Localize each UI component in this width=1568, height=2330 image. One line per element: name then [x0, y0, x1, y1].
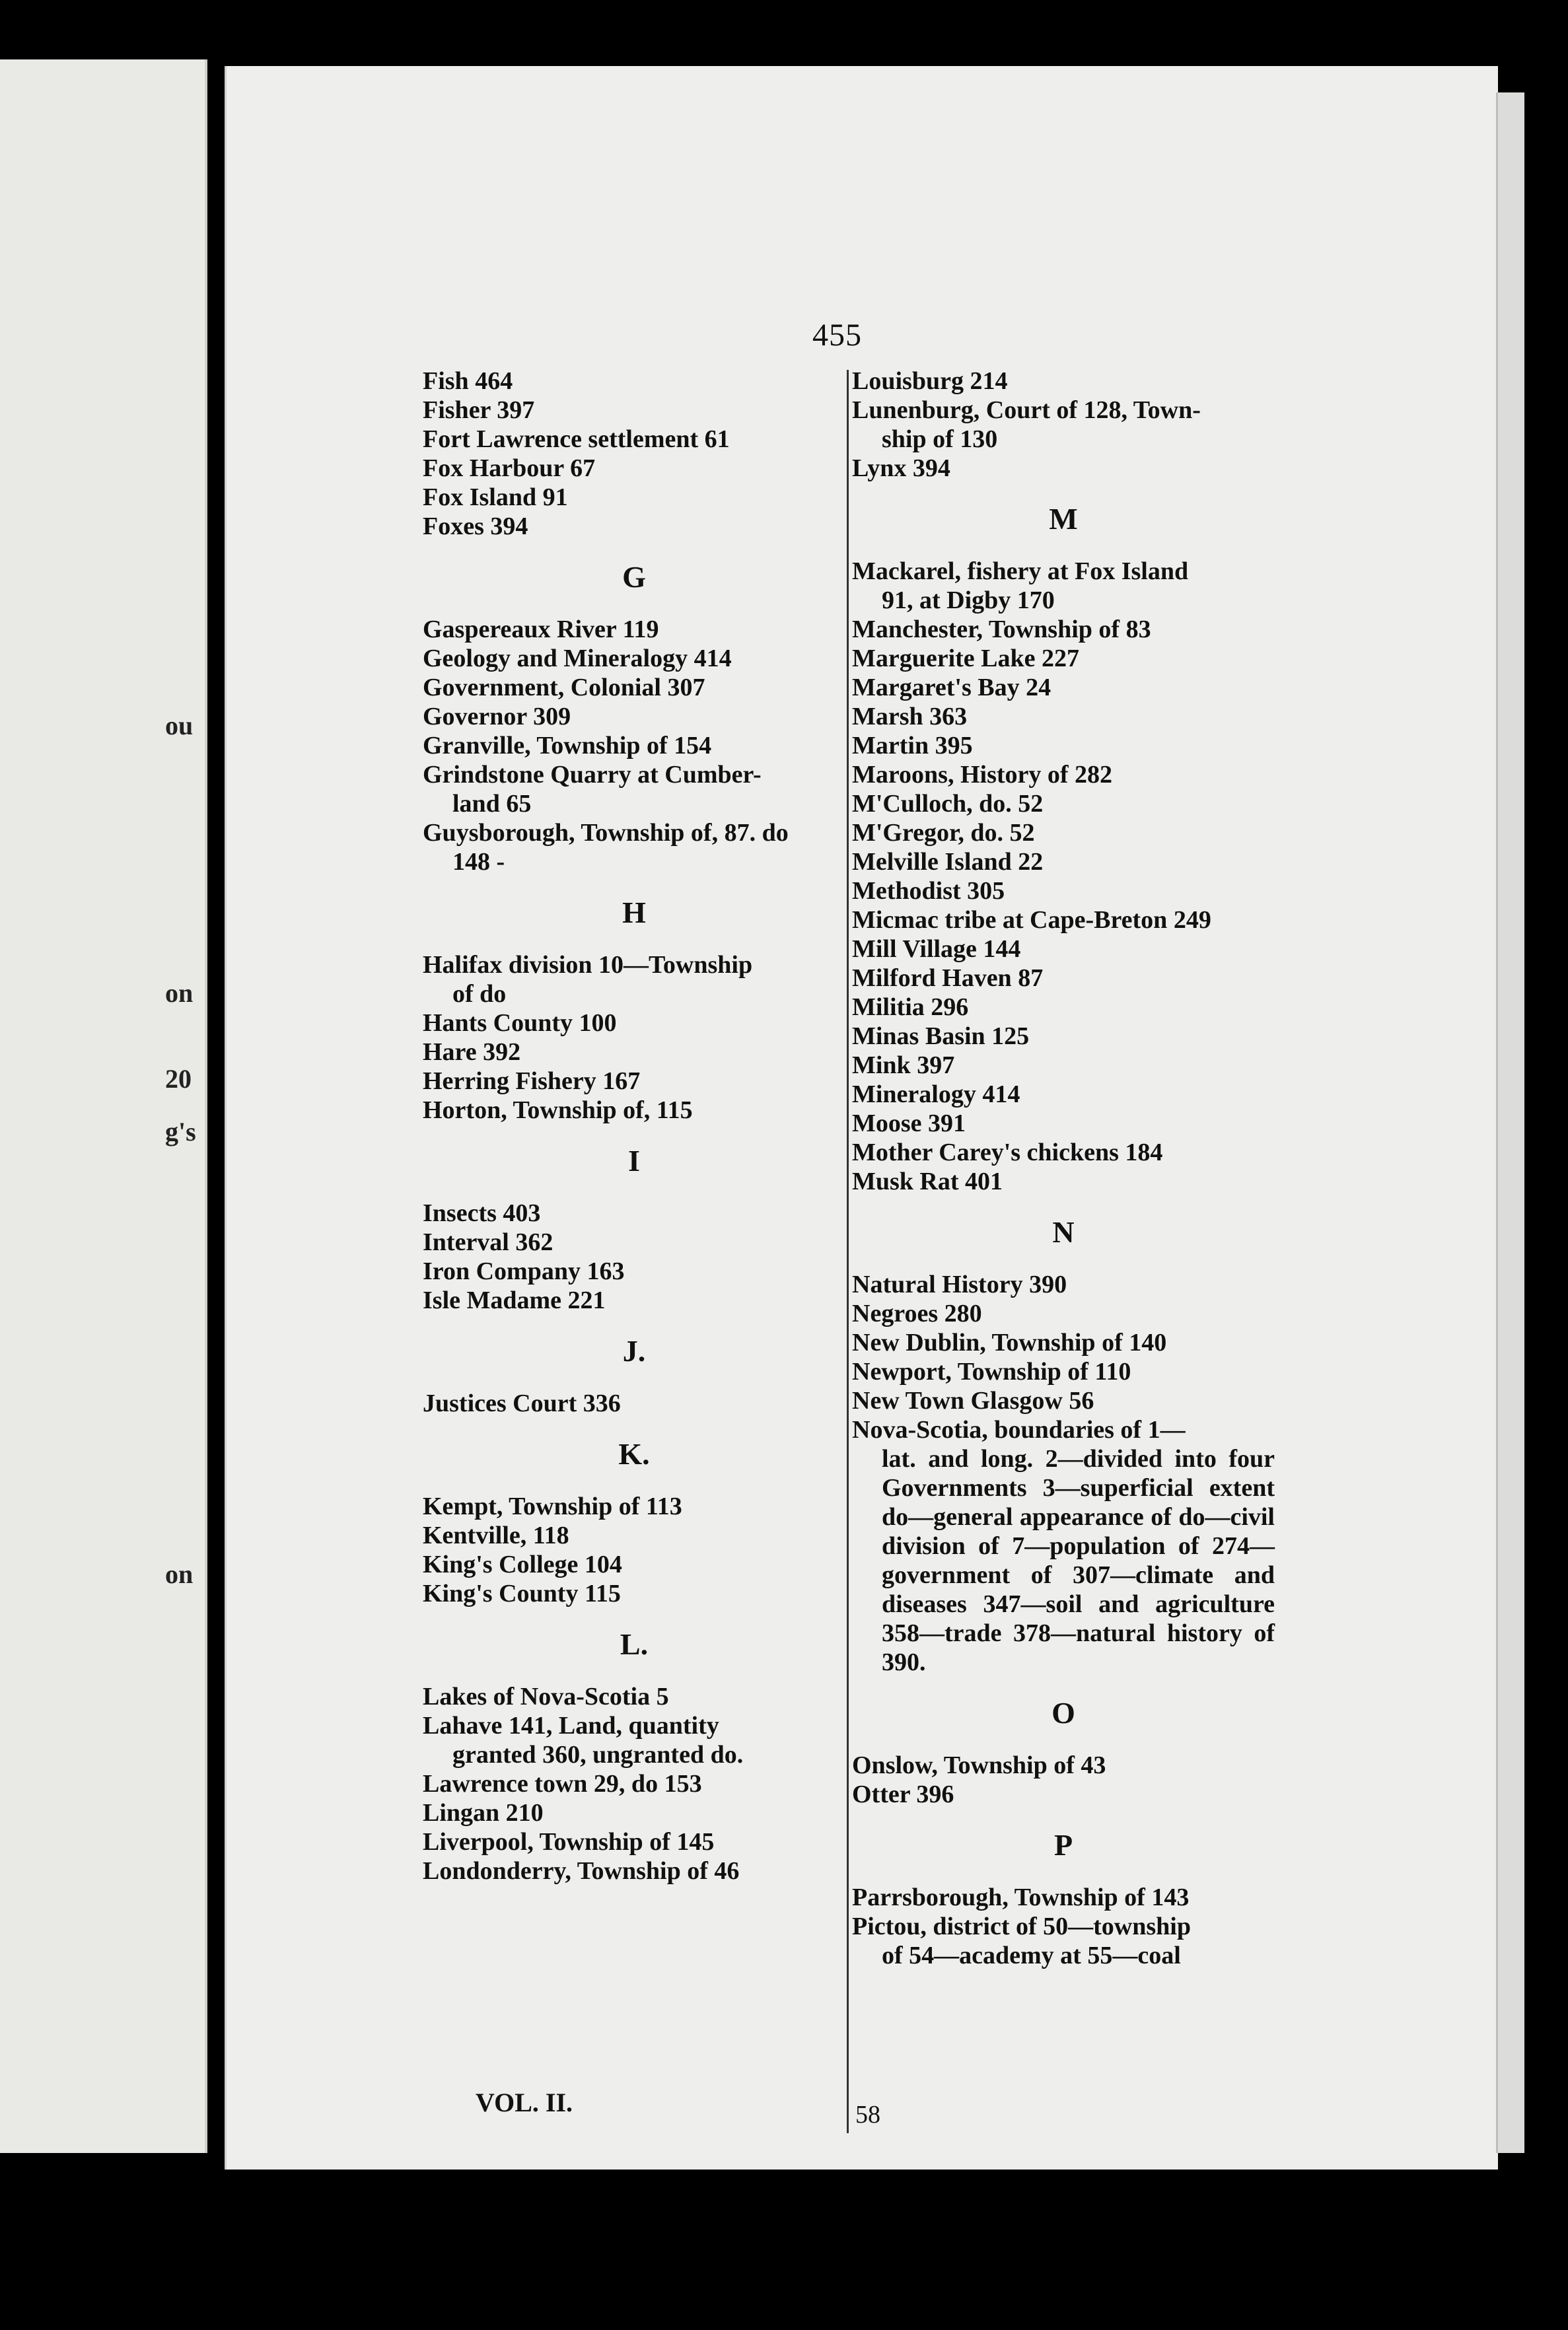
facing-page-fragment: g's	[165, 1117, 196, 1147]
section-letter: H	[622, 896, 646, 929]
index-entry-text: Liverpool, Township of 145	[423, 1828, 715, 1856]
index-entry-text: Otter 396	[852, 1781, 954, 1808]
index-entry	[852, 1751, 1275, 1780]
index-entry	[852, 367, 1275, 396]
index-entry	[852, 847, 1275, 876]
index-entry	[852, 557, 1275, 615]
index-entry-text: Musk Rat 401	[852, 1168, 1003, 1195]
index-entry-text: Justices Court 336	[423, 1390, 621, 1417]
index-entry-text: Mink 397	[852, 1051, 955, 1079]
index-entry	[423, 673, 845, 702]
index-entry	[423, 1798, 845, 1827]
index-entry	[852, 1167, 1275, 1196]
index-entry	[423, 1286, 845, 1315]
section-letter: G	[622, 560, 646, 594]
index-entry-text: Halifax division 10—Township	[423, 951, 753, 979]
index-entry	[852, 396, 1275, 454]
index-entry-text: King's County 115	[423, 1580, 621, 1607]
index-entry	[852, 964, 1275, 993]
index-entry	[423, 1257, 845, 1286]
index-entry-text: Militia 296	[852, 993, 969, 1021]
index-entry-continuation: land 65	[452, 790, 532, 818]
index-entry-text: Natural History 390	[852, 1271, 1067, 1298]
index-entry	[423, 425, 845, 454]
index-entry	[423, 1096, 845, 1125]
index-entry	[852, 1883, 1275, 1912]
index-entry	[423, 1199, 845, 1228]
index-entry-text: Micmac tribe at Cape-Breton 249	[852, 906, 1211, 934]
index-entry	[423, 1682, 845, 1711]
index-entry-text: Lahave 141, Land, quantity	[423, 1712, 719, 1740]
index-entry-text: Fox Island 91	[423, 483, 568, 511]
index-entry	[852, 1022, 1275, 1051]
index-entry	[852, 1051, 1275, 1080]
index-entry	[423, 1827, 845, 1856]
index-entry	[852, 702, 1275, 731]
section-letter: J.	[622, 1334, 646, 1368]
index-entry	[423, 731, 845, 760]
index-entry	[423, 818, 845, 876]
index-entry-text: Hants County 100	[423, 1009, 617, 1037]
index-entry	[423, 644, 845, 673]
index-entry	[852, 818, 1275, 847]
index-entry	[423, 1521, 845, 1550]
index-column-right	[852, 367, 1275, 1970]
index-entry-text: Hare 392	[423, 1038, 521, 1066]
index-entry-text: Mill Village 144	[852, 935, 1021, 963]
index-entry-text: Grindstone Quarry at Cumber-	[423, 761, 762, 789]
index-entry	[423, 615, 845, 644]
index-entry	[852, 1080, 1275, 1109]
index-entry	[423, 1492, 845, 1521]
section-letter: M	[1049, 502, 1078, 536]
column-divider	[847, 370, 849, 2133]
index-entry-text: Melville Island 22	[852, 848, 1044, 876]
index-entry-continuation: ship of 130	[882, 425, 998, 453]
index-entry-text: Insects 403	[423, 1199, 541, 1227]
section-letter: O	[1051, 1696, 1075, 1730]
index-entry-text: Newport, Township of 110	[852, 1358, 1131, 1386]
index-entry-text: M'Gregor, do. 52	[852, 819, 1035, 847]
index-entry-continuation: 91, at Digby 170	[882, 586, 1055, 614]
index-entry-text: New Town Glasgow 56	[852, 1387, 1094, 1415]
index-entry-text: Horton, Township of, 115	[423, 1096, 693, 1124]
index-entry-text: Lunenburg, Court of 128, Town-	[852, 396, 1201, 424]
index-entry-continuation: lat. and long. 2—divided into four Governments 3—superficial extent do—general appearance of do—civil division of 7—population of 274—government of 307—climate and diseases 347—soil and agriculture 358—trade 378—natural history of 390.	[882, 1445, 1275, 1676]
facing-page-fragment: ou	[165, 711, 194, 740]
index-entry-text: Government, Colonial 307	[423, 674, 705, 701]
index-entry	[852, 1780, 1275, 1809]
index-entry-text: Methodist 305	[852, 877, 1005, 905]
footer-volume: VOL. II.	[476, 2088, 573, 2117]
page-edge	[1496, 92, 1524, 2153]
index-entry-text: Isle Madame 221	[423, 1287, 606, 1314]
index-entry-text: Martin 395	[852, 732, 973, 759]
section-letter: P	[1053, 1828, 1073, 1862]
index-entry-continuation: of 54—academy at 55—coal	[882, 1942, 1181, 1969]
index-entry-continuation: 148 -	[452, 848, 505, 876]
index-entry	[852, 673, 1275, 702]
index-entry	[423, 367, 845, 396]
index-entry	[852, 905, 1275, 935]
index-entry-text: Marsh 363	[852, 703, 968, 730]
index-entry	[423, 1008, 845, 1038]
index-entry-text: Margaret's Bay 24	[852, 674, 1051, 701]
index-entry	[423, 1228, 845, 1257]
index-entry	[852, 760, 1275, 789]
index-entry	[423, 1067, 845, 1096]
index-entry-text: Nova-Scotia, boundaries of 1—	[852, 1416, 1186, 1444]
index-entry-text: Maroons, History of 282	[852, 761, 1113, 789]
index-entry	[852, 1109, 1275, 1138]
index-entry-text: Fox Harbour 67	[423, 454, 596, 482]
facing-page	[0, 59, 207, 2153]
section-letter: N	[1052, 1215, 1075, 1249]
index-entry-text: Governor 309	[423, 703, 571, 730]
index-entry	[423, 512, 845, 541]
index-entry-text: Milford Haven 87	[852, 964, 1044, 992]
index-entry-text: Mother Carey's chickens 184	[852, 1139, 1163, 1166]
index-entry	[423, 950, 845, 1008]
index-entry-text: Marguerite Lake 227	[852, 645, 1080, 672]
index-entry	[852, 993, 1275, 1022]
index-entry	[423, 454, 845, 483]
section-letter: K.	[618, 1437, 650, 1471]
index-entry	[423, 702, 845, 731]
page-number: 455	[812, 318, 862, 353]
index-entry-text: Fort Lawrence settlement 61	[423, 425, 730, 453]
index-entry-text: Granville, Township of 154	[423, 732, 712, 759]
index-column-left	[423, 367, 845, 1886]
index-entry	[852, 1328, 1275, 1357]
index-entry-text: Fisher 397	[423, 396, 535, 424]
index-entry-text: New Dublin, Township of 140	[852, 1329, 1167, 1357]
index-entry	[852, 644, 1275, 673]
index-entry	[852, 935, 1275, 964]
index-entry-text: M'Culloch, do. 52	[852, 790, 1044, 818]
index-entry-text: Onslow, Township of 43	[852, 1751, 1106, 1779]
index-entry	[852, 789, 1275, 818]
footer-signature: 58	[855, 2101, 880, 2129]
index-entry-text: Herring Fishery 167	[423, 1067, 641, 1095]
section-letter: L.	[620, 1627, 649, 1661]
index-entry-text: Gaspereaux River 119	[423, 616, 659, 643]
index-entry-text: Minas Basin 125	[852, 1022, 1030, 1050]
index-entry-text: Fish 464	[423, 367, 513, 395]
index-entry-continuation: granted 360, ungranted do.	[452, 1741, 744, 1769]
index-entry	[423, 1389, 845, 1418]
index-entry-text: Lawrence town 29, do 153	[423, 1770, 702, 1798]
index-entry	[423, 760, 845, 818]
index-entry-text: Louisburg 214	[852, 367, 1008, 395]
index-entry	[852, 876, 1275, 905]
index-entry	[852, 1912, 1275, 1970]
index-entry	[852, 454, 1275, 483]
index-entry	[423, 483, 845, 512]
index-entry-text: King's College 104	[423, 1551, 622, 1578]
index-entry	[852, 1386, 1275, 1415]
index-entry	[423, 1579, 845, 1608]
index-entry	[423, 396, 845, 425]
index-entry	[423, 1038, 845, 1067]
facing-page-fragment: on	[165, 978, 194, 1008]
index-entry-text: Guysborough, Township of, 87. do	[423, 819, 789, 847]
index-entry-text: Kempt, Township of 113	[423, 1493, 682, 1520]
index-entry-text: Parrsborough, Township of 143	[852, 1884, 1190, 1911]
index-entry	[423, 1856, 845, 1886]
index-entry	[852, 1357, 1275, 1386]
index-entry-text: Londonderry, Township of 46	[423, 1857, 740, 1885]
index-entry-continuation: of do	[452, 980, 507, 1008]
index-entry-text: Lynx 394	[852, 454, 950, 482]
section-letter: I	[628, 1144, 640, 1178]
index-entry-text: Pictou, district of 50—township	[852, 1913, 1191, 1940]
index-entry	[852, 1415, 1275, 1677]
index-entry-text: Negroes 280	[852, 1300, 982, 1327]
index-entry-text: Kentville, 118	[423, 1522, 569, 1549]
index-entry	[423, 1550, 845, 1579]
index-entry-text: Geology and Mineralogy 414	[423, 645, 732, 672]
index-entry	[423, 1711, 845, 1769]
index-entry	[852, 1138, 1275, 1167]
index-entry-text: Lakes of Nova-Scotia 5	[423, 1683, 669, 1711]
facing-page-fragment: 20	[165, 1064, 192, 1094]
index-entry-text: Iron Company 163	[423, 1257, 625, 1285]
facing-page-fragment: on	[165, 1559, 194, 1589]
index-entry-text: Foxes 394	[423, 512, 528, 540]
index-entry-text: Moose 391	[852, 1110, 966, 1137]
index-entry	[852, 731, 1275, 760]
index-entry-text: Mineralogy 414	[852, 1080, 1020, 1108]
index-entry	[852, 1270, 1275, 1299]
index-entry-text: Mackarel, fishery at Fox Island	[852, 557, 1189, 585]
index-entry-text: Lingan 210	[423, 1799, 544, 1827]
index-entry-text: Manchester, Township of 83	[852, 616, 1151, 643]
index-entry	[852, 1299, 1275, 1328]
index-entry	[852, 615, 1275, 644]
index-entry-text: Interval 362	[423, 1228, 553, 1256]
index-entry	[423, 1769, 845, 1798]
